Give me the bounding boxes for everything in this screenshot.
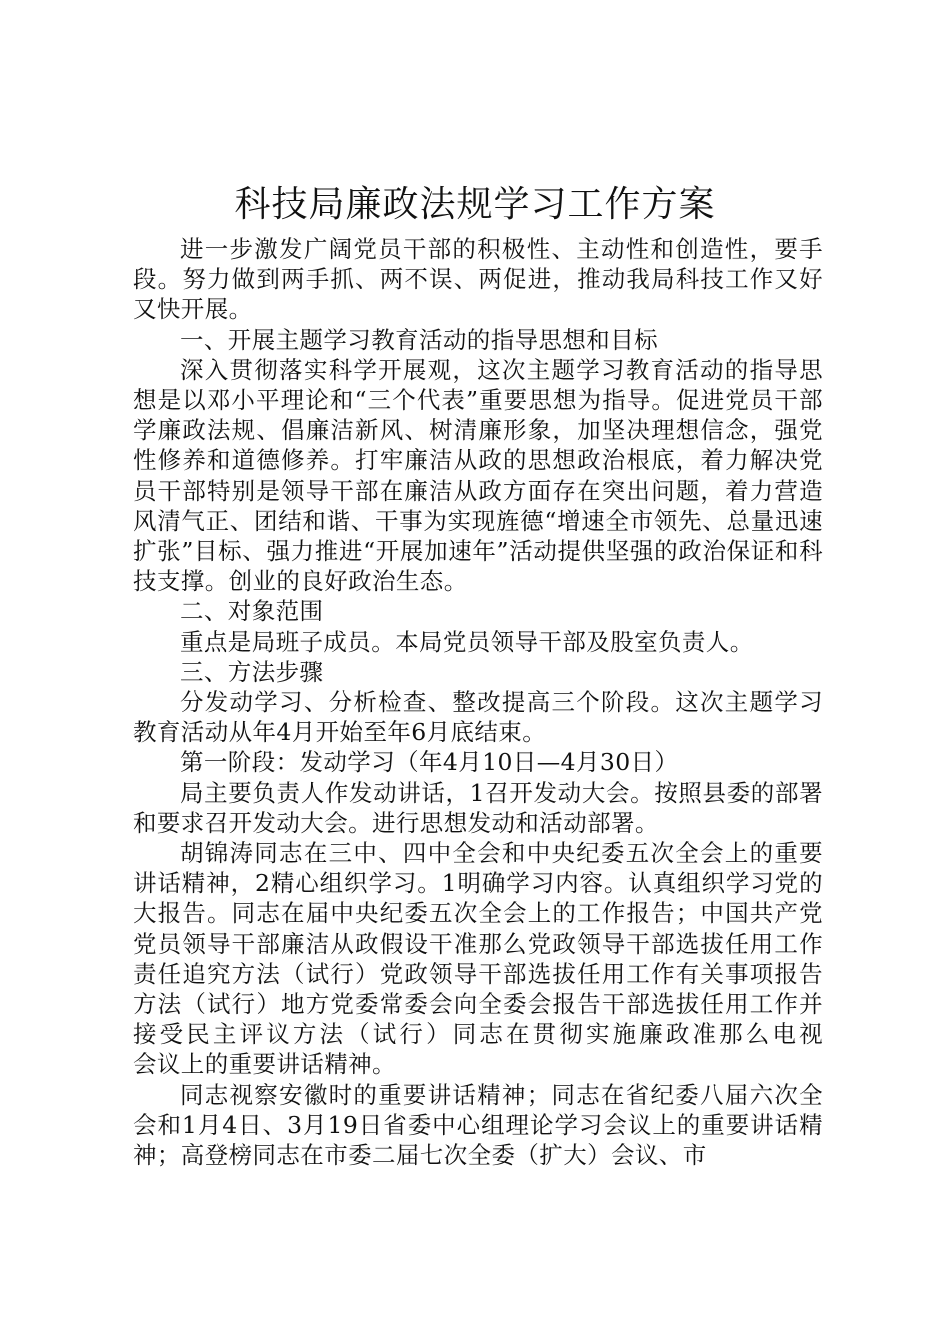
section-heading-guiding-thought: 一、开展主题学习教育活动的指导思想和目标 xyxy=(180,325,658,354)
paragraph-guiding-thought: 深入贯彻落实科学开展观，这次主题学习教育活动的指导思想是以邓小平理论和“三个代表”重要思想为指导。促进党员干部学廉政法规、倡廉洁新风、树清廉形象，加坚决理想信念，强党性修养和道德修养。打牢廉洁从政的思想政治根底，着力解决党员干部特别是领导干部在廉洁从政方面存在突出问题，着力营造风清气正、团结和谐、干事为实现旌德“增速全市领先、总量迅速扩张”目标、强力推进“开展加速年”活动提供坚强的政治保证和科技支撑。创业的良好政治生态。 xyxy=(133,355,823,596)
document-body xyxy=(133,234,871,1170)
section-heading-scope: 二、对象范围 xyxy=(180,597,324,626)
paragraph-study-speeches: 同志视察安徽时的重要讲话精神；同志在省纪委八届六次全会和1月4日、3月19日省委中心组理论学习会议上的重要讲话精神；高登榜同志在市委二届七次全委（扩大）会议、市 xyxy=(133,1080,823,1170)
paragraph-study-content: 胡锦涛同志在三中、四中全会和中央纪委五次全会上的重要讲话精神，2精心组织学习。1明确学习内容。认真组织学习党的大报告。同志在届中央纪委五次全会上的工作报告；中国共产党党员领导干部廉洁从政假设干准那么党政领导干部选拔任用工作责任追究方法（试行）党政领导干部选拔任用工作有关事项报告方法（试行）地方党委常委会向全委会报告干部选拔任用工作并接受民主评议方法（试行）同志在贯彻实施廉政准那么电视 会议上的重要讲话精神。 xyxy=(133,839,871,1079)
stage-one-heading: 第一阶段：发动学习（年4月10日—4月30日） xyxy=(180,748,679,777)
paragraph-intro: 进一步激发广阔党员干部的积极性、主动性和创造性，要手段。努力做到两手抓、两不误、两促进，推动我局科技工作又好又快开展。 xyxy=(133,235,823,324)
paragraph-scope: 重点是局班子成员。本局党员领导干部及股室负责人。 xyxy=(180,627,754,656)
section-heading-steps: 三、方法步骤 xyxy=(180,657,324,686)
paragraph-mobilization-meeting: 局主要负责人作发动讲话，1召开发动大会。按照县委的部署和要求召开发动大会。进行思想发动和活动部署。 xyxy=(133,778,823,837)
document-title: 科技局廉政法规学习工作方案 xyxy=(234,184,716,225)
paragraph-steps: 分发动学习、分析检查、整改提高三个阶段。这次主题学习教育活动从年4月开始至年6月底结束。 xyxy=(133,688,823,747)
